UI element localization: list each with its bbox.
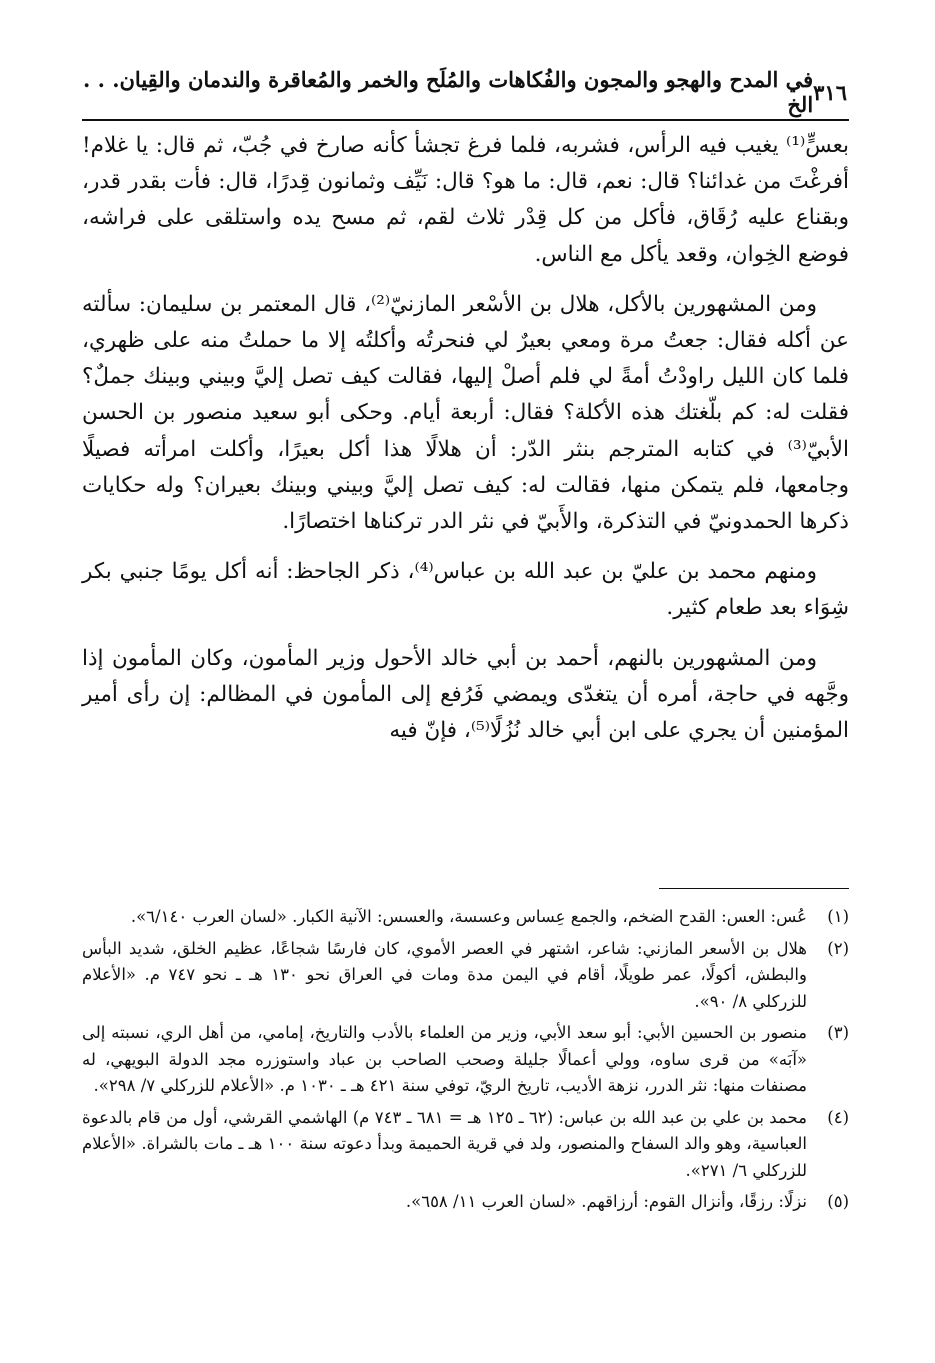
footnote-text: عُس: العس: القدح الضخم، والجمع عِساس وعسسة، والعسس: الآنية الكبار. «لسان العرب ٦/١٤٠».: [130, 907, 807, 926]
footnote-number: (٢): [827, 938, 849, 958]
footnote-text: هلال بن الأسعر المازني: شاعر، اشتهر في العصر الأموي، كان فارسًا شجاعًا، عظيم الخلق، شديد البأس والبطش، أكولًا، عمر طويلًا، أقام في اليمن مدة ومات في العراق نحو ١٣٠ هـ ـ نحو ٧٤٧ م. «الأعلام للزركلي ٨/ ٩٠».: [82, 938, 807, 1011]
footnote-4: [82, 1105, 849, 1185]
footnote-number: (٥): [827, 1192, 849, 1211]
footnote-number: (٤): [827, 1107, 849, 1127]
running-title: في المدح والهجو والمجون والفُكاهات والمُلَح والخمر والمُعاقرة والندمان والقِيان. . . الخ: [82, 67, 814, 117]
footnote-text: محمد بن علي بن عبد الله بن عباس: (٦٢ ـ ١٢٥ هـ = ٦٨١ ـ ٧٤٣ م) الهاشمي القرشي، أول من قام بالدعوة العباسية، وهو والد السفاح والمنصور، ولد في قرية الحميمة وبدأ دعوته سنة ١٠٠ هـ ـ مات بالشراة. «الأعلام للزركلي ٦/ ٢٧١».: [82, 1107, 807, 1180]
footnote-1: [82, 904, 849, 931]
footnote-2: [82, 936, 849, 1016]
footnote-5: [82, 1189, 849, 1216]
footnote-3: [82, 1020, 849, 1100]
paragraph-3: ومنهم محمد بن عليّ بن عبد الله بن عباس⁽⁴⁾، ذكر الجاحظ: أنه أكل يومًا جنبي بكر شِوَاء بعد طعام كثير.: [82, 559, 849, 621]
main-text: [82, 128, 849, 763]
footnote-rule: [659, 888, 849, 889]
footnote-number: (١): [827, 907, 849, 926]
paragraph-1: بعسٍّ⁽¹⁾ يغيب فيه الرأس، فشربه، فلما فرغ تجشأ كأنه صارخ في جُبّ، ثم قال: يا غلام! أفرغْتَ من غدائنا؟ قال: نعم، قال: ما هو؟ قال: نَيِّف وثمانون قِدرًا، قال: فأت بقدر قدر، وبقناع عليه رُقَاق، فأكل من كل قِدْر ثلاث لقم، ثم مسح يده واستلقى على فراشه، فوضع الخِوان، وقعد يأكل مع الناس.: [82, 133, 849, 267]
paragraph-2: ومن المشهورين بالأكل، هلال بن الأسْعر المازنيّ⁽²⁾، قال المعتمر بن سليمان: سألته عن أكله فقال: جعتُ مرة ومعي بعيرٌ لي فنحرتُه وأكلتُه إلا ما حملتُ منه على ظهري، فلما كان الليل راودْتُ أمةً لي فلم أصلْ إليها، فقالت كيف تصل إليَّ وبيني وبينك جملٌ؟ فقلت له: كم بلّغتك هذه الأكلة؟ فقال: أربعة أيام. وحكى أبو سعيد منصور بن الحسن الأبيّ⁽³⁾ في كتابه المترجم بنثر الدّر: أن هلالًا هذا أكل بعيرًا، وأكلت امرأته فصيلًا وجامعها، فلم يتمكن منها، فقالت له: كيف تصل إليَّ وبيني وبينك بعيران؟ وله حكايات ذكرها الحمدونيّ في التذكرة، والأَبيّ في نثر الدر تركناها اختصارًا.: [82, 291, 849, 535]
page-number: ٣١٦: [813, 79, 847, 105]
footnote-number: (٣): [827, 1023, 849, 1042]
paragraph-4: ومن المشهورين بالنهم، أحمد بن أبي خالد الأحول وزير المأمون، وكان المأمون إذا وجَّهه في حاجة، أمره أن يتغدّى ويمضي فَرُفع إلى المأمون في المظالم: إن رأى أمير المؤمنين أن يجري على ابن أبي خالد نُزُلًا⁽⁵⁾، فإنّ فيه: [82, 645, 849, 744]
footnote-text: منصور بن الحسين الأبي: أبو سعد الأبي، وزير من العلماء بالأدب والتاريخ، إمامي، من أهل الري، نسبته إلى «آبَه» من قرى ساوه، وولي أعمالًا جليلة وصحب الصاحب بن عباد واستوزره مجد الدولة البويهي، له مصنفات منها: نثر الدرر، نزهة الأديب، تاريخ الريّ، توفي سنة ٤٢١ هـ ـ ١٠٣٠ م. «الأعلام للزركلي ٧/ ٢٩٨».: [82, 1023, 807, 1095]
header-rule: [82, 119, 849, 121]
footnotes: [82, 904, 849, 1221]
footnote-text: نزلًا: رزقًا، وأنزال القوم: أرزاقهم. «لسان العرب ١١/ ٦٥٨».: [405, 1192, 807, 1211]
page-header: [82, 67, 847, 117]
